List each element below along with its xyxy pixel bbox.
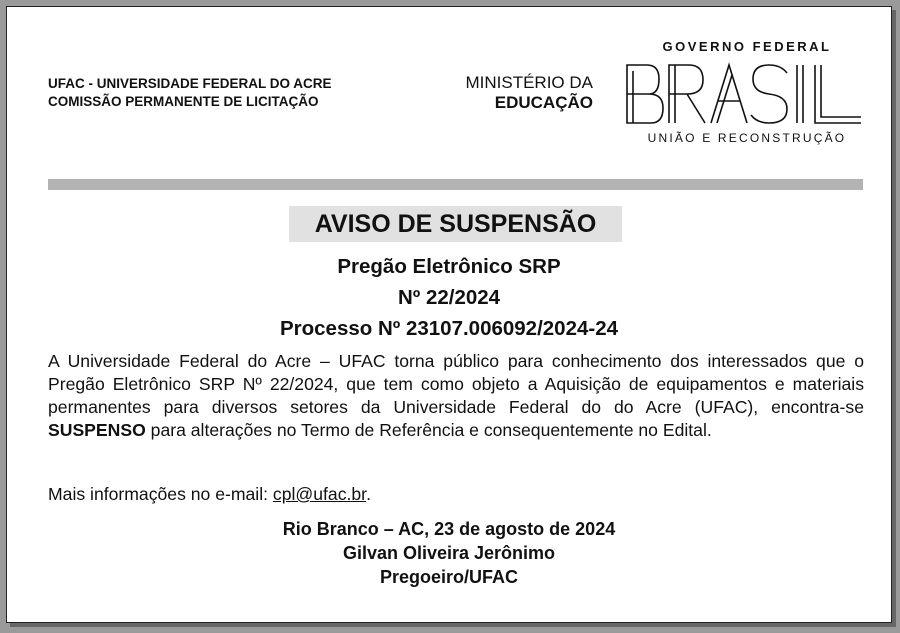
notice-subtitle-process: Processo Nº 23107.006092/2024-24: [279, 317, 619, 340]
ministry-logo: [447, 73, 593, 113]
gov-slogan: UNIÃO E RECONSTRUÇÃO: [647, 131, 847, 145]
gov-federal-label: GOVERNO FEDERAL: [662, 39, 832, 54]
commission-name: COMISSÃO PERMANENTE DE LICITAÇÃO: [48, 94, 319, 109]
ministry-line1: MINISTÉRIO DA: [465, 73, 593, 92]
notice-subtitle-number: Nº 22/2024: [397, 286, 501, 309]
header-divider: [48, 179, 863, 190]
body-text-1: A Universidade Federal do Acre – UFAC torna público para conhecimento dos interessados que o Pregão Eletrônico SRP Nº 22/2024, que tem como objeto a Aquisição de equipamentos e materiais permanentes para diversos setores da Universidade Federal do do Acre (UFAC), encontra-se: [48, 351, 864, 417]
more-info-suffix: .: [366, 484, 371, 504]
more-info-prefix: Mais informações no e-mail:: [48, 484, 273, 504]
notice-frame: [6, 6, 892, 623]
body-suspended-word: SUSPENSO: [48, 420, 146, 440]
notice-subtitle-modality: Pregão Eletrônico SRP: [337, 255, 561, 278]
body-text-2: para alterações no Termo de Referência e consequentemente no Edital.: [145, 420, 712, 440]
institution-header: [48, 75, 332, 111]
notice-body: [48, 350, 864, 442]
signer-name: Gilvan Oliveira Jerônimo: [342, 543, 556, 563]
more-info: [48, 484, 371, 505]
ministry-line2: EDUCAÇÃO: [494, 93, 593, 112]
email-link[interactable]: cpl@ufac.br: [272, 484, 367, 504]
signer-role: Pregoeiro/UFAC: [379, 567, 519, 587]
brasil-logo-icon: [625, 61, 865, 127]
institution-name: UFAC - UNIVERSIDADE FEDERAL DO ACRE: [48, 76, 332, 91]
notice-title: AVISO DE SUSPENSÃO: [289, 206, 622, 242]
place-date: Rio Branco – AC, 23 de agosto de 2024: [282, 519, 616, 539]
